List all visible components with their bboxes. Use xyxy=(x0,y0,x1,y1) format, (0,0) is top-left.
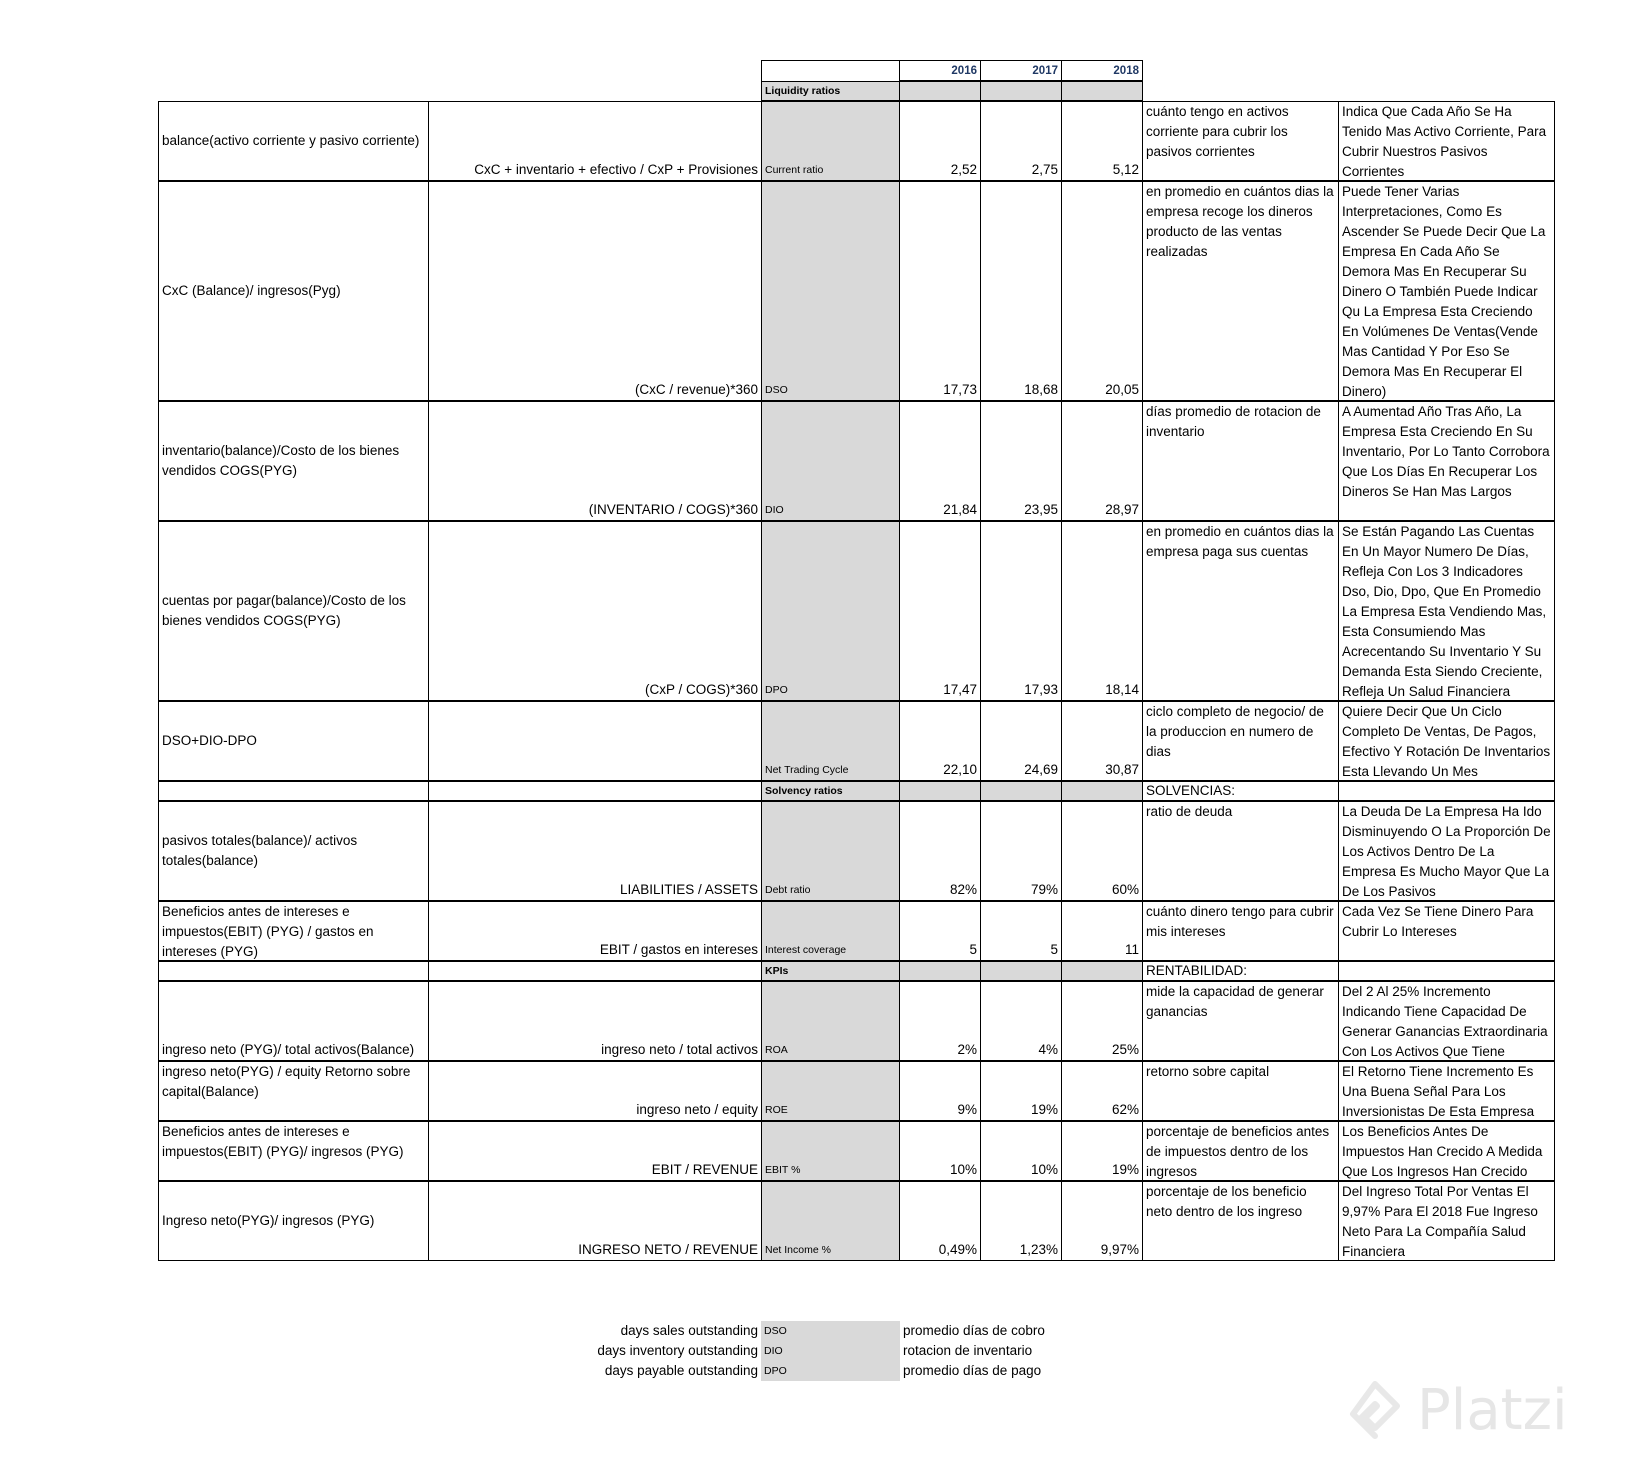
ratio-row-dio-meaning-text: días promedio de rotacion de inventario xyxy=(1146,404,1321,439)
solvency-section-value-cell-2[interactable] xyxy=(1062,781,1143,801)
ratio-row-roa-description-text: ingreso neto (PYG)/ total activos(Balance) xyxy=(162,1042,415,1057)
ratio-row-dso-interpretation[interactable] xyxy=(1339,181,1555,401)
ratio-row-debt-ratio-description-text: pasivos totales(balance)/ activos totales(balance) xyxy=(162,833,358,868)
ratio-row-roa-ratio-name[interactable] xyxy=(761,981,900,1061)
ratio-row-dso-value-2018-text: 20,05 xyxy=(1105,382,1139,397)
ratio-row-roa-value-2016-text: 2% xyxy=(957,1042,977,1057)
ratio-row-net-trading-cycle-meaning-text: ciclo completo de negocio/ de la produccion en numero de dias xyxy=(1146,704,1324,759)
ratio-row-debt-ratio-value-2016[interactable] xyxy=(900,801,981,901)
kpis-section-desc-cell[interactable] xyxy=(158,961,429,981)
legend-term-dso-text: days sales outstanding xyxy=(620,1323,758,1338)
ratio-row-dio-formula[interactable] xyxy=(429,401,761,521)
ratio-row-net-trading-cycle-formula[interactable] xyxy=(429,701,761,781)
year-header-2017[interactable] xyxy=(981,60,1062,81)
ratio-row-roe-interpretation[interactable] xyxy=(1339,1061,1555,1121)
ratio-row-net-income-formula[interactable] xyxy=(429,1181,761,1261)
ratio-row-debt-ratio-meaning-text: ratio de deuda xyxy=(1146,804,1233,819)
year-header-2016[interactable] xyxy=(900,60,981,81)
liquidity-section-value-cell-2[interactable] xyxy=(1062,81,1143,101)
liquidity-section-title[interactable] xyxy=(761,81,900,101)
ratio-row-dso-value-2016-text: 17,73 xyxy=(943,382,977,397)
kpis-section-side-cell[interactable] xyxy=(1339,961,1555,981)
ratio-row-roe-ratio-name[interactable] xyxy=(761,1061,900,1121)
ratio-row-ebit-value-2018[interactable] xyxy=(1062,1121,1143,1181)
ratio-row-ebit-meaning[interactable] xyxy=(1143,1121,1339,1181)
year-header-2016-text: 2016 xyxy=(951,64,977,77)
solvency-section-formula-cell[interactable] xyxy=(429,781,761,801)
legend-abbr-dpo xyxy=(761,1361,900,1381)
ratio-row-current-ratio-ratio-name[interactable] xyxy=(761,101,900,181)
ratio-row-roa-value-2016[interactable] xyxy=(900,981,981,1061)
ratio-row-dio-value-2017[interactable] xyxy=(981,401,1062,521)
ratio-row-net-trading-cycle-value-2018[interactable] xyxy=(1062,701,1143,781)
ratio-row-dso-value-2017[interactable] xyxy=(981,181,1062,401)
ratio-row-ebit-value-2017[interactable] xyxy=(981,1121,1062,1181)
ratio-row-current-ratio-ratio-name-text: Current ratio xyxy=(765,164,824,176)
ratio-row-debt-ratio-interpretation[interactable] xyxy=(1339,801,1555,901)
ratio-row-debt-ratio-value-2018-text: 60% xyxy=(1111,882,1139,897)
ratio-row-current-ratio-interpretation-text: Indica Que Cada Año Se Ha Tenido Mas Activo Corriente, Para Cubrir Nuestros Pasivos Corrientes xyxy=(1342,104,1547,179)
solvency-section-label-text: SOLVENCIAS: xyxy=(1146,783,1236,798)
legend-abbr-dio-text: DIO xyxy=(764,1345,783,1357)
ratio-row-interest-coverage-description[interactable] xyxy=(158,901,429,961)
ratio-row-net-income-value-2018-text: 9,97% xyxy=(1100,1242,1139,1257)
ratio-row-current-ratio-value-2017-text: 2,75 xyxy=(1031,162,1058,177)
ratio-row-dpo-value-2016[interactable] xyxy=(900,521,981,701)
solvency-section-desc-cell[interactable] xyxy=(158,781,429,801)
ratio-row-roe-formula[interactable] xyxy=(429,1061,761,1121)
legend-abbr-dpo-text: DPO xyxy=(764,1365,787,1377)
ratio-row-roe-value-2018-text: 62% xyxy=(1111,1102,1139,1117)
ratio-row-roe-formula-text: ingreso neto / equity xyxy=(636,1102,758,1117)
ratio-row-net-income-formula-text: INGRESO NETO / REVENUE xyxy=(578,1242,758,1257)
kpis-section-value-cell-2[interactable] xyxy=(1062,961,1143,981)
ratio-row-debt-ratio-value-2016-text: 82% xyxy=(949,882,977,897)
kpis-section-title-text: KPIs xyxy=(765,965,789,977)
ratio-row-interest-coverage-meaning[interactable] xyxy=(1143,901,1339,961)
ratio-row-interest-coverage-value-2018-text: 11 xyxy=(1124,942,1139,957)
ratio-row-debt-ratio-meaning[interactable] xyxy=(1143,801,1339,901)
ratio-row-current-ratio-value-2017[interactable] xyxy=(981,101,1062,181)
kpis-section-label[interactable] xyxy=(1143,961,1339,981)
ratio-row-dso-ratio-name-text: DSO xyxy=(765,384,788,396)
ratio-row-dpo-description-text: cuentas por pagar(balance)/Costo de los bienes vendidos COGS(PYG) xyxy=(162,593,406,628)
solvency-section-value-cell-1[interactable] xyxy=(981,781,1062,801)
ratio-row-dpo-interpretation-text: Se Están Pagando Las Cuentas En Un Mayor Numero De Días, Refleja Con Los 3 Indicadores Dso, Dio, Dpo, Que En Promedio La Empresa Esta Vendiendo Mas, Esta Consumiendo Mas Acrecentando Su Inventario Y Su Demanda Esta Siendo Creciente, Refleja Un Salud Financiera xyxy=(1342,524,1547,699)
ratio-row-roa-formula-text: ingreso neto / total activos xyxy=(601,1042,758,1057)
ratio-row-roa-value-2017[interactable] xyxy=(981,981,1062,1061)
ratio-row-current-ratio-interpretation[interactable] xyxy=(1339,101,1555,181)
ratio-row-net-trading-cycle-ratio-name-text: Net Trading Cycle xyxy=(765,764,849,776)
ratio-row-net-trading-cycle-value-2016[interactable] xyxy=(900,701,981,781)
ratio-row-net-income-value-2016[interactable] xyxy=(900,1181,981,1261)
ratio-row-current-ratio-formula[interactable] xyxy=(429,101,761,181)
ratio-row-dpo-meaning[interactable] xyxy=(1143,521,1339,701)
legend-abbr-dio xyxy=(761,1341,900,1361)
ratio-row-interest-coverage-value-2018[interactable] xyxy=(1062,901,1143,961)
ratio-row-current-ratio-value-2018[interactable] xyxy=(1062,101,1143,181)
ratio-row-roa-meaning-text: mide la capacidad de generar ganancias xyxy=(1146,984,1324,1019)
year-header-2018[interactable] xyxy=(1062,60,1143,81)
ratio-row-debt-ratio-interpretation-text: La Deuda De La Empresa Ha Ido Disminuyendo O La Proporción De Los Activos Dentro De La Empresa Es Mucho Mayor Que La De Los Pasivos xyxy=(1342,804,1551,899)
ratio-row-dso-formula-text: (CxC / revenue)*360 xyxy=(634,382,758,397)
ratio-row-roe-description[interactable] xyxy=(158,1061,429,1121)
ratio-row-roe-ratio-name-text: ROE xyxy=(765,1104,788,1116)
ratio-row-dpo-value-2016-text: 17,47 xyxy=(943,682,977,697)
kpis-section-value-cell-0[interactable] xyxy=(900,961,981,981)
ratio-row-current-ratio-value-2016-text: 2,52 xyxy=(950,162,977,177)
ratio-row-net-trading-cycle-value-2017-text: 24,69 xyxy=(1024,762,1058,777)
ratio-row-current-ratio-value-2016[interactable] xyxy=(900,101,981,181)
ratio-row-roa-meaning[interactable] xyxy=(1143,981,1339,1061)
ratio-row-ebit-formula-text: EBIT / REVENUE xyxy=(651,1162,758,1177)
ratio-row-roe-value-2017-text: 19% xyxy=(1030,1102,1058,1117)
ratio-row-roe-value-2017[interactable] xyxy=(981,1061,1062,1121)
ratio-row-debt-ratio-value-2017[interactable] xyxy=(981,801,1062,901)
solvency-section-title[interactable] xyxy=(761,781,900,801)
ratio-row-net-trading-cycle-description[interactable] xyxy=(158,701,429,781)
ratio-row-current-ratio-value-2018-text: 5,12 xyxy=(1112,162,1139,177)
ratio-row-dso-formula[interactable] xyxy=(429,181,761,401)
watermark-text: Platzi xyxy=(1417,1377,1568,1443)
ratio-row-dio-description-text: inventario(balance)/Costo de los bienes vendidos COGS(PYG) xyxy=(162,443,400,478)
ratio-row-interest-coverage-meaning-text: cuánto dinero tengo para cubrir mis intereses xyxy=(1146,904,1334,939)
ratio-row-ebit-interpretation-text: Los Beneficios Antes De Impuestos Han Crecido A Medida Que Los Ingresos Han Crecido xyxy=(1342,1124,1543,1179)
ratio-row-roa-value-2018[interactable] xyxy=(1062,981,1143,1061)
ratio-row-dpo-ratio-name[interactable] xyxy=(761,521,900,701)
legend-spanish-dio-text: rotacion de inventario xyxy=(903,1343,1033,1358)
platzi-logo-icon xyxy=(1345,1380,1405,1440)
ratio-row-roa-formula[interactable] xyxy=(429,981,761,1061)
ratio-row-dso-value-2016[interactable] xyxy=(900,181,981,401)
ratio-row-dio-value-2016-text: 21,84 xyxy=(943,502,977,517)
ratio-row-interest-coverage-ratio-name[interactable] xyxy=(761,901,900,961)
ratio-row-interest-coverage-value-2016-text: 5 xyxy=(969,942,977,957)
ratio-row-debt-ratio-ratio-name[interactable] xyxy=(761,801,900,901)
ratio-row-dpo-value-2018[interactable] xyxy=(1062,521,1143,701)
kpis-section-label-text: RENTABILIDAD: xyxy=(1146,963,1248,978)
ratio-row-roe-value-2018[interactable] xyxy=(1062,1061,1143,1121)
ratio-row-net-trading-cycle-value-2018-text: 30,87 xyxy=(1105,762,1139,777)
ratio-row-dio-value-2016[interactable] xyxy=(900,401,981,521)
ratio-row-interest-coverage-value-2017-text: 5 xyxy=(1050,942,1058,957)
ratio-row-interest-coverage-ratio-name-text: Interest coverage xyxy=(765,944,847,956)
ratio-row-interest-coverage-value-2016[interactable] xyxy=(900,901,981,961)
legend-abbr-dso-text: DSO xyxy=(764,1325,787,1337)
ratio-row-interest-coverage-interpretation-text: Cada Vez Se Tiene Dinero Para Cubrir Lo Intereses xyxy=(1342,904,1534,939)
ratio-row-dso-meaning-text: en promedio en cuántos dias la empresa recoge los dineros producto de las ventas realizadas xyxy=(1146,184,1334,259)
ratio-row-dso-interpretation-text: Puede Tener Varias Interpretaciones, Como Es Ascender Se Puede Decir Que La Empresa En Cada Año Se Demora Mas En Recuperar Su Dinero O También Puede Indicar Qu La Empresa Esta Creciendo En Volúmenes De Ventas(Vende Mas Cantidad Y Por Eso Se Demora Mas En Recuperar El Dinero) xyxy=(1342,184,1546,399)
ratio-row-ebit-value-2018-text: 19% xyxy=(1111,1162,1139,1177)
solvency-section-label[interactable] xyxy=(1143,781,1339,801)
ratio-row-roe-description-text: ingreso neto(PYG) / equity Retorno sobre capital(Balance) xyxy=(162,1064,411,1099)
ratio-row-net-income-interpretation-text: Del Ingreso Total Por Ventas El 9,97% Para El 2018 Fue Ingreso Neto Para La Compañía Salud Financiera xyxy=(1342,1184,1538,1259)
ratio-row-dso-meaning[interactable] xyxy=(1143,181,1339,401)
ratio-row-dso-description[interactable] xyxy=(158,181,429,401)
ratio-row-net-trading-cycle-description-text: DSO+DIO-DPO xyxy=(162,733,257,748)
ratio-row-dio-formula-text: (INVENTARIO / COGS)*360 xyxy=(588,502,758,517)
year-header-2018-text: 2018 xyxy=(1113,64,1139,77)
ratio-row-net-trading-cycle-meaning[interactable] xyxy=(1143,701,1339,781)
ratio-row-net-trading-cycle-value-2017[interactable] xyxy=(981,701,1062,781)
legend-spanish-dso-text: promedio días de cobro xyxy=(903,1323,1045,1338)
ratio-row-interest-coverage-description-text: Beneficios antes de intereses e impuestos(EBIT) (PYG) / gastos en intereses (PYG) xyxy=(162,904,374,959)
ratio-row-roa-ratio-name-text: ROA xyxy=(765,1044,788,1056)
ratio-row-debt-ratio-description[interactable] xyxy=(158,801,429,901)
ratio-row-dio-ratio-name[interactable] xyxy=(761,401,900,521)
ratio-row-net-income-value-2017-text: 1,23% xyxy=(1019,1242,1058,1257)
ratio-row-net-income-meaning[interactable] xyxy=(1143,1181,1339,1261)
ratio-row-dpo-formula-text: (CxP / COGS)*360 xyxy=(644,682,758,697)
ratio-row-roa-interpretation[interactable] xyxy=(1339,981,1555,1061)
ratio-row-ebit-value-2017-text: 10% xyxy=(1030,1162,1058,1177)
ratio-row-current-ratio-description[interactable] xyxy=(158,101,429,181)
ratio-row-net-income-value-2017[interactable] xyxy=(981,1181,1062,1261)
ratio-row-roe-meaning-text: retorno sobre capital xyxy=(1146,1064,1270,1079)
ratio-row-roe-value-2016[interactable] xyxy=(900,1061,981,1121)
ratio-row-dpo-formula[interactable] xyxy=(429,521,761,701)
legend-term-dio-text: days inventory outstanding xyxy=(597,1343,758,1358)
legend-abbr-dso xyxy=(761,1321,900,1341)
ratio-row-dpo-value-2017[interactable] xyxy=(981,521,1062,701)
ratio-row-dio-value-2018[interactable] xyxy=(1062,401,1143,521)
ratio-row-dio-value-2017-text: 23,95 xyxy=(1024,502,1058,517)
ratio-row-roa-value-2018-text: 25% xyxy=(1111,1042,1139,1057)
ratio-row-dio-description[interactable] xyxy=(158,401,429,521)
legend-term-dso xyxy=(560,1321,761,1341)
ratio-row-dpo-value-2017-text: 17,93 xyxy=(1024,682,1058,697)
ratio-row-dpo-meaning-text: en promedio en cuántos dias la empresa paga sus cuentas xyxy=(1146,524,1334,559)
ratio-row-net-income-ratio-name[interactable] xyxy=(761,1181,900,1261)
year-header-2017-text: 2017 xyxy=(1032,64,1058,77)
ratio-row-net-income-description[interactable] xyxy=(158,1181,429,1261)
legend-spanish-dso xyxy=(900,1321,1160,1341)
ratio-row-net-income-meaning-text: porcentaje de los beneficio neto dentro de los ingreso xyxy=(1146,1184,1307,1219)
solvency-section-value-cell-0[interactable] xyxy=(900,781,981,801)
ratio-row-dso-description-text: CxC (Balance)/ ingresos(Pyg) xyxy=(162,283,341,298)
ratio-row-ebit-value-2016[interactable] xyxy=(900,1121,981,1181)
ratio-row-roa-interpretation-text: Del 2 Al 25% Incremento Indicando Tiene Capacidad De Generar Ganancias Extraordinaria Con Los Activos Que Tiene xyxy=(1342,984,1548,1059)
solvency-section-title-text: Solvency ratios xyxy=(765,785,843,797)
liquidity-section-title-text: Liquidity ratios xyxy=(765,85,841,97)
legend-spanish-dpo-text: promedio días de pago xyxy=(903,1363,1042,1378)
platzi-watermark xyxy=(1345,1365,1615,1455)
ratio-row-debt-ratio-value-2017-text: 79% xyxy=(1030,882,1058,897)
header-blank-cell[interactable] xyxy=(761,60,900,81)
ratio-row-ebit-description-text: Beneficios antes de intereses e impuestos(EBIT) (PYG)/ ingresos (PYG) xyxy=(162,1124,404,1159)
ratio-row-dio-ratio-name-text: DIO xyxy=(765,504,784,516)
ratio-row-net-income-interpretation[interactable] xyxy=(1339,1181,1555,1261)
kpis-section-title[interactable] xyxy=(761,961,900,981)
legend-spanish-dpo xyxy=(900,1361,1160,1381)
ratio-row-roe-meaning[interactable] xyxy=(1143,1061,1339,1121)
ratio-row-current-ratio-meaning[interactable] xyxy=(1143,101,1339,181)
ratio-row-current-ratio-formula-text: CxC + inventario + efectivo / CxP + Provisiones xyxy=(474,162,758,177)
kpis-section-formula-cell[interactable] xyxy=(429,961,761,981)
liquidity-section-value-cell-1[interactable] xyxy=(981,81,1062,101)
ratio-row-roa-value-2017-text: 4% xyxy=(1038,1042,1058,1057)
ratio-row-roe-value-2016-text: 9% xyxy=(957,1102,977,1117)
ratio-row-ebit-ratio-name-text: EBIT % xyxy=(765,1164,801,1176)
kpis-section-value-cell-1[interactable] xyxy=(981,961,1062,981)
ratio-row-net-trading-cycle-value-2016-text: 22,10 xyxy=(943,762,977,777)
ratio-row-dso-ratio-name[interactable] xyxy=(761,181,900,401)
ratio-row-dio-value-2018-text: 28,97 xyxy=(1105,502,1139,517)
ratio-row-interest-coverage-formula-text: EBIT / gastos en intereses xyxy=(599,942,758,957)
ratio-row-net-trading-cycle-interpretation-text: Quiere Decir Que Un Ciclo Completo De Ventas, De Pagos, Efectivo Y Rotación De Inventarios Esta Llevando Un Mes xyxy=(1342,704,1551,779)
ratio-row-interest-coverage-value-2017[interactable] xyxy=(981,901,1062,961)
ratio-row-net-trading-cycle-interpretation[interactable] xyxy=(1339,701,1555,781)
ratio-row-current-ratio-meaning-text: cuánto tengo en activos corriente para cubrir los pasivos corrientes xyxy=(1146,104,1289,159)
ratio-row-net-income-value-2018[interactable] xyxy=(1062,1181,1143,1261)
legend-term-dpo-text: days payable outstanding xyxy=(604,1363,758,1378)
ratio-row-ebit-meaning-text: porcentaje de beneficios antes de impuestos dentro de los ingresos xyxy=(1146,1124,1330,1179)
ratio-row-dio-interpretation-text: A Aumentad Año Tras Año, La Empresa Esta Creciendo En Su Inventario, Por Lo Tanto Corrobora Que Los Días En Recuperar Los Dineros Se Han Mas Largos xyxy=(1342,404,1550,499)
ratio-row-dpo-interpretation[interactable] xyxy=(1339,521,1555,701)
ratio-row-net-income-description-text: Ingreso neto(PYG)/ ingresos (PYG) xyxy=(162,1213,375,1228)
ratio-row-ebit-formula[interactable] xyxy=(429,1121,761,1181)
legend-term-dio xyxy=(560,1341,761,1361)
ratio-row-current-ratio-description-text: balance(activo corriente y pasivo corriente) xyxy=(162,133,420,148)
legend-term-dpo xyxy=(560,1361,761,1381)
ratio-row-net-income-ratio-name-text: Net Income % xyxy=(765,1244,831,1256)
ratio-row-dso-value-2017-text: 18,68 xyxy=(1024,382,1058,397)
ratio-row-interest-coverage-formula[interactable] xyxy=(429,901,761,961)
ratio-row-dpo-description[interactable] xyxy=(158,521,429,701)
ratio-row-dpo-value-2018-text: 18,14 xyxy=(1105,682,1139,697)
ratio-row-ebit-ratio-name[interactable] xyxy=(761,1121,900,1181)
ratio-row-ebit-value-2016-text: 10% xyxy=(949,1162,977,1177)
ratio-row-debt-ratio-value-2018[interactable] xyxy=(1062,801,1143,901)
ratio-row-interest-coverage-interpretation[interactable] xyxy=(1339,901,1555,961)
ratio-row-net-income-value-2016-text: 0,49% xyxy=(938,1242,977,1257)
ratio-row-roe-interpretation-text: El Retorno Tiene Incremento Es Una Buena Señal Para Los Inversionistas De Esta Empresa xyxy=(1342,1064,1535,1119)
liquidity-section-value-cell-0[interactable] xyxy=(900,81,981,101)
ratio-row-ebit-description[interactable] xyxy=(158,1121,429,1181)
ratio-row-dso-value-2018[interactable] xyxy=(1062,181,1143,401)
solvency-section-side-cell[interactable] xyxy=(1339,781,1555,801)
ratio-row-debt-ratio-formula-text: LIABILITIES / ASSETS xyxy=(619,882,758,897)
ratio-row-debt-ratio-ratio-name-text: Debt ratio xyxy=(765,884,811,896)
ratio-row-dio-interpretation[interactable] xyxy=(1339,401,1555,521)
legend-spanish-dio xyxy=(900,1341,1160,1361)
ratio-row-dpo-ratio-name-text: DPO xyxy=(765,684,788,696)
ratio-row-dio-meaning[interactable] xyxy=(1143,401,1339,521)
ratio-row-net-trading-cycle-ratio-name[interactable] xyxy=(761,701,900,781)
ratio-row-roa-description[interactable] xyxy=(158,981,429,1061)
ratio-row-ebit-interpretation[interactable] xyxy=(1339,1121,1555,1181)
ratio-row-debt-ratio-formula[interactable] xyxy=(429,801,761,901)
